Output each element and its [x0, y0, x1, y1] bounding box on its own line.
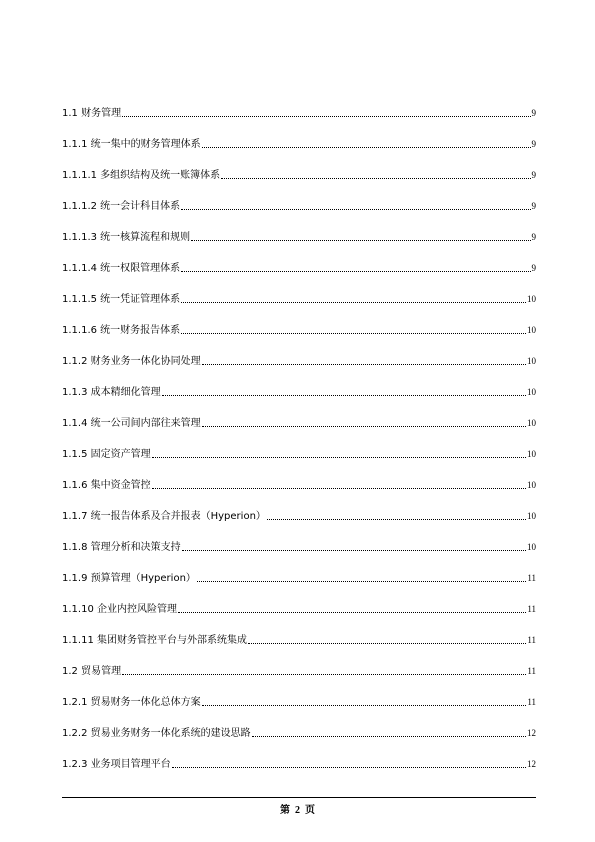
toc-entry[interactable] — [62, 746, 536, 777]
toc-dot-leader — [181, 302, 526, 303]
toc-dot-leader — [202, 705, 527, 706]
toc-entry[interactable] — [62, 281, 536, 312]
footer-divider — [62, 797, 536, 798]
toc-entry-page-number: 11 — [527, 573, 536, 583]
toc-entry-title[interactable]: 1.1.1.6 统一财务报告体系 — [62, 325, 181, 336]
toc-entry[interactable] — [62, 498, 536, 529]
footer-prefix: 第 — [280, 805, 290, 816]
toc-entry-title[interactable]: 1.1.10 企业内控风险管理 — [62, 604, 177, 615]
toc-dot-leader — [197, 581, 526, 582]
toc-entry-page-number: 12 — [527, 759, 536, 769]
toc-entry-title[interactable]: 1.1.1.3 统一核算流程和规则 — [62, 232, 191, 243]
toc-dot-leader — [152, 457, 526, 458]
toc-dot-leader — [152, 488, 526, 489]
toc-entry-title[interactable]: 1.1.4 统一公司间内部往来管理 — [62, 418, 201, 429]
toc-entry-page-number: 10 — [527, 387, 536, 397]
toc-entry-title[interactable]: 1.1.1.4 统一权限管理体系 — [62, 263, 181, 274]
toc-entry-page-number: 10 — [527, 511, 536, 521]
toc-entry-title[interactable]: 1.1.11 集团财务管控平台与外部系统集成 — [62, 635, 247, 646]
toc-entry[interactable] — [62, 653, 536, 684]
toc-dot-leader — [172, 767, 526, 768]
toc-dot-leader — [122, 116, 530, 117]
toc-entry-page-number: 11 — [527, 666, 536, 676]
toc-entry-page-number: 11 — [527, 697, 536, 707]
toc-entry-page-number: 9 — [531, 232, 536, 242]
toc-entry-title[interactable]: 1.1.5 固定资产管理 — [62, 449, 151, 460]
toc-entry-title[interactable]: 1.1.7 统一报告体系及合并报表（Hyperion） — [62, 511, 266, 522]
toc-entry-page-number: 10 — [527, 325, 536, 335]
toc-dot-leader — [181, 333, 526, 334]
toc-dot-leader — [191, 240, 530, 241]
toc-dot-leader — [248, 643, 526, 644]
toc-entry[interactable] — [62, 95, 536, 126]
toc-entry[interactable] — [62, 684, 536, 715]
toc-entry-page-number: 9 — [531, 170, 536, 180]
toc-dot-leader — [182, 550, 526, 551]
toc-dot-leader — [252, 736, 526, 737]
toc-dot-leader — [202, 364, 526, 365]
toc-dot-leader — [181, 209, 530, 210]
footer-suffix: 页 — [305, 805, 315, 816]
toc-entry-page-number: 9 — [531, 108, 536, 118]
toc-entry-page-number: 10 — [527, 294, 536, 304]
page-footer — [0, 801, 595, 816]
toc-entry-page-number: 10 — [527, 542, 536, 552]
toc-entry-title[interactable]: 1.1.2 财务业务一体化协同处理 — [62, 356, 201, 367]
toc-entry[interactable] — [62, 560, 536, 591]
toc-entry-page-number: 10 — [527, 418, 536, 428]
toc-entry-title[interactable]: 1.1 财务管理 — [62, 108, 122, 119]
toc-entry[interactable] — [62, 126, 536, 157]
toc-entry-title[interactable]: 1.2.2 贸易业务财务一体化系统的建设思路 — [62, 728, 251, 739]
table-of-contents — [62, 95, 536, 777]
toc-entry-page-number: 10 — [527, 356, 536, 366]
toc-dot-leader — [221, 178, 530, 179]
toc-entry[interactable] — [62, 219, 536, 250]
toc-entry-title[interactable]: 1.2.3 业务项目管理平台 — [62, 759, 171, 770]
toc-entry-title[interactable]: 1.1.1 统一集中的财务管理体系 — [62, 139, 201, 150]
toc-entry-title[interactable]: 1.1.1.1 多组织结构及统一账簿体系 — [62, 170, 221, 181]
toc-entry-title[interactable]: 1.2.1 贸易财务一体化总体方案 — [62, 697, 201, 708]
toc-entry-title[interactable]: 1.1.1.2 统一会计科目体系 — [62, 201, 181, 212]
toc-entry[interactable] — [62, 343, 536, 374]
toc-entry-page-number: 9 — [531, 201, 536, 211]
toc-dot-leader — [202, 147, 531, 148]
toc-entry[interactable] — [62, 436, 536, 467]
toc-dot-leader — [267, 519, 526, 520]
toc-entry-title[interactable]: 1.1.6 集中资金管控 — [62, 480, 151, 491]
toc-entry-title[interactable]: 1.1.1.5 统一凭证管理体系 — [62, 294, 181, 305]
toc-entry[interactable] — [62, 467, 536, 498]
toc-entry-page-number: 10 — [527, 449, 536, 459]
toc-entry[interactable] — [62, 405, 536, 436]
toc-entry[interactable] — [62, 715, 536, 746]
toc-entry-title[interactable]: 1.1.8 管理分析和决策支持 — [62, 542, 181, 553]
toc-entry[interactable] — [62, 591, 536, 622]
toc-entry-page-number: 11 — [527, 635, 536, 645]
toc-dot-leader — [178, 612, 526, 613]
toc-entry[interactable] — [62, 157, 536, 188]
toc-entry-title[interactable]: 1.1.3 成本精细化管理 — [62, 387, 161, 398]
toc-dot-leader — [122, 674, 526, 675]
footer-page-number: 2 — [295, 805, 300, 816]
toc-entry-title[interactable]: 1.2 贸易管理 — [62, 666, 122, 677]
toc-dot-leader — [202, 426, 526, 427]
toc-entry[interactable] — [62, 312, 536, 343]
toc-dot-leader — [181, 271, 530, 272]
toc-entry[interactable] — [62, 188, 536, 219]
toc-entry[interactable] — [62, 250, 536, 281]
toc-entry[interactable] — [62, 374, 536, 405]
toc-entry-title[interactable]: 1.1.9 预算管理（Hyperion） — [62, 573, 196, 584]
toc-entry[interactable] — [62, 529, 536, 560]
toc-dot-leader — [162, 395, 526, 396]
toc-entry-page-number: 9 — [531, 263, 536, 273]
toc-entry-page-number: 9 — [531, 139, 536, 149]
toc-entry-page-number: 10 — [527, 480, 536, 490]
toc-entry-page-number: 12 — [527, 728, 536, 738]
toc-entry[interactable] — [62, 622, 536, 653]
toc-entry-page-number: 11 — [527, 604, 536, 614]
